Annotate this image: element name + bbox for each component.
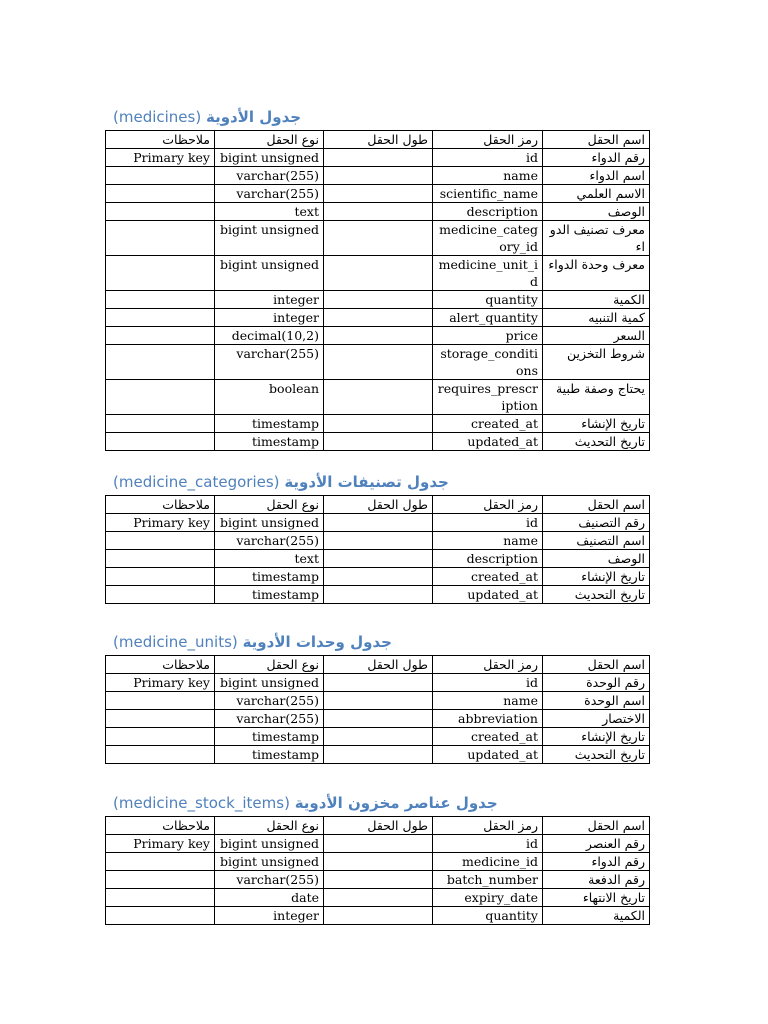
notes-cell — [106, 380, 215, 415]
column-header-field-type: نوع الحقل — [215, 131, 324, 149]
column-header-notes: ملاحظات — [106, 131, 215, 149]
column-header-field-name: اسم الحقل — [543, 496, 650, 514]
table-row — [106, 532, 650, 550]
table-row — [106, 692, 650, 710]
column-header-notes: ملاحظات — [106, 496, 215, 514]
table-row — [106, 345, 650, 380]
notes-cell — [106, 568, 215, 586]
field-length-cell — [324, 710, 433, 728]
field-type-cell: timestamp — [215, 728, 324, 746]
field-name-cell: رقم الدفعة — [543, 871, 650, 889]
column-header-field-code: رمز الحقل — [433, 131, 543, 149]
notes-cell: Primary key — [106, 835, 215, 853]
field-length-cell — [324, 309, 433, 327]
field-type-cell: bigint unsigned — [215, 221, 324, 256]
field-length-cell — [324, 586, 433, 604]
field-name-cell: تاريخ التحديث — [543, 746, 650, 764]
field-type-cell: varchar(255) — [215, 345, 324, 380]
field-type-cell: bigint unsigned — [215, 149, 324, 167]
field-name-cell: شروط التخزين — [543, 345, 650, 380]
field-length-cell — [324, 327, 433, 345]
column-header-field-length: طول الحقل — [324, 131, 433, 149]
notes-cell — [106, 345, 215, 380]
field-name-cell: معرف تصنيف الدواء — [543, 221, 650, 256]
field-name-cell: تاريخ التحديث — [543, 586, 650, 604]
field-name-cell: الوصف — [543, 203, 650, 221]
field-type-cell: text — [215, 550, 324, 568]
table-row — [106, 514, 650, 532]
field-name-cell: رقم العنصر — [543, 835, 650, 853]
section-title — [105, 792, 649, 814]
field-length-cell — [324, 291, 433, 309]
table-row — [106, 871, 650, 889]
column-header-notes: ملاحظات — [106, 817, 215, 835]
section-title-ar: جدول وحدات الأدوية — [242, 633, 392, 651]
field-name-cell: معرف وحدة الدواء — [543, 256, 650, 291]
field-code-cell: name — [433, 167, 543, 185]
table-row — [106, 746, 650, 764]
table-row — [106, 221, 650, 256]
section-title-ar: جدول الأدوية — [206, 108, 302, 126]
notes-cell: Primary key — [106, 674, 215, 692]
column-header-field-code: رمز الحقل — [433, 496, 543, 514]
field-name-cell: الوصف — [543, 550, 650, 568]
schema-table — [105, 655, 650, 764]
field-name-cell: اسم التصنيف — [543, 532, 650, 550]
field-length-cell — [324, 345, 433, 380]
table-row — [106, 586, 650, 604]
field-code-cell: name — [433, 532, 543, 550]
field-type-cell: bigint unsigned — [215, 853, 324, 871]
field-name-cell: الكمية — [543, 291, 650, 309]
field-length-cell — [324, 889, 433, 907]
field-name-cell: السعر — [543, 327, 650, 345]
field-name-cell: تاريخ الإنشاء — [543, 728, 650, 746]
field-type-cell: varchar(255) — [215, 532, 324, 550]
field-name-cell: تاريخ الإنشاء — [543, 568, 650, 586]
field-code-cell: storage_conditions — [433, 345, 543, 380]
section-title-en: (medicines) — [113, 108, 202, 126]
column-header-field-length: طول الحقل — [324, 817, 433, 835]
field-code-cell: description — [433, 550, 543, 568]
table-row — [106, 203, 650, 221]
field-code-cell: batch_number — [433, 871, 543, 889]
table-row — [106, 291, 650, 309]
notes-cell — [106, 728, 215, 746]
field-name-cell: الاختصار — [543, 710, 650, 728]
field-code-cell: created_at — [433, 415, 543, 433]
field-type-cell: integer — [215, 309, 324, 327]
notes-cell — [106, 692, 215, 710]
field-type-cell: varchar(255) — [215, 692, 324, 710]
table-section-medicine-stock-items — [105, 792, 649, 925]
field-length-cell — [324, 871, 433, 889]
notes-cell: Primary key — [106, 514, 215, 532]
field-code-cell: name — [433, 692, 543, 710]
field-code-cell: updated_at — [433, 433, 543, 451]
table-row — [106, 309, 650, 327]
table-row — [106, 185, 650, 203]
notes-cell — [106, 871, 215, 889]
field-length-cell — [324, 149, 433, 167]
field-type-cell: integer — [215, 291, 324, 309]
notes-cell — [106, 907, 215, 925]
table-row — [106, 433, 650, 451]
section-title-ar: جدول تصنيفات الأدوية — [284, 473, 449, 491]
section-title — [105, 106, 649, 128]
table-row — [106, 380, 650, 415]
notes-cell — [106, 309, 215, 327]
field-name-cell: اسم الوحدة — [543, 692, 650, 710]
section-title-ar: جدول عناصر مخزون الأدوية — [294, 794, 498, 812]
notes-cell — [106, 889, 215, 907]
field-code-cell: medicine_category_id — [433, 221, 543, 256]
notes-cell — [106, 532, 215, 550]
field-code-cell: medicine_id — [433, 853, 543, 871]
table-row — [106, 256, 650, 291]
column-header-field-name: اسم الحقل — [543, 131, 650, 149]
field-type-cell: varchar(255) — [215, 710, 324, 728]
field-type-cell: varchar(255) — [215, 167, 324, 185]
notes-cell — [106, 221, 215, 256]
table-row — [106, 550, 650, 568]
column-header-field-length: طول الحقل — [324, 656, 433, 674]
field-code-cell: updated_at — [433, 746, 543, 764]
notes-cell — [106, 853, 215, 871]
schema-table — [105, 816, 650, 925]
notes-cell: Primary key — [106, 149, 215, 167]
table-section-medicine-units — [105, 631, 649, 764]
table-section-medicines — [105, 106, 649, 451]
field-type-cell: timestamp — [215, 746, 324, 764]
field-name-cell: يحتاج وصفة طبية — [543, 380, 650, 415]
field-type-cell: timestamp — [215, 415, 324, 433]
field-name-cell: رقم الدواء — [543, 149, 650, 167]
notes-cell — [106, 710, 215, 728]
table-row — [106, 167, 650, 185]
field-code-cell: medicine_unit_id — [433, 256, 543, 291]
field-length-cell — [324, 568, 433, 586]
field-length-cell — [324, 185, 433, 203]
section-title — [105, 631, 649, 653]
notes-cell — [106, 415, 215, 433]
section-title — [105, 471, 649, 493]
table-row — [106, 415, 650, 433]
notes-cell — [106, 203, 215, 221]
field-name-cell: رقم الوحدة — [543, 674, 650, 692]
table-row — [106, 568, 650, 586]
field-type-cell: text — [215, 203, 324, 221]
field-type-cell: varchar(255) — [215, 871, 324, 889]
field-name-cell: الاسم العلمي — [543, 185, 650, 203]
field-type-cell: date — [215, 889, 324, 907]
field-type-cell: decimal(10,2) — [215, 327, 324, 345]
table-row — [106, 728, 650, 746]
field-code-cell: updated_at — [433, 586, 543, 604]
field-name-cell: الكمية — [543, 907, 650, 925]
field-type-cell: timestamp — [215, 568, 324, 586]
notes-cell — [106, 746, 215, 764]
field-length-cell — [324, 907, 433, 925]
table-row — [106, 907, 650, 925]
table-row — [106, 853, 650, 871]
section-title-en: (medicine_units) — [113, 633, 238, 651]
field-code-cell: expiry_date — [433, 889, 543, 907]
column-header-field-code: رمز الحقل — [433, 817, 543, 835]
field-code-cell: created_at — [433, 728, 543, 746]
field-code-cell: id — [433, 835, 543, 853]
field-name-cell: تاريخ الانتهاء — [543, 889, 650, 907]
field-length-cell — [324, 203, 433, 221]
field-code-cell: quantity — [433, 907, 543, 925]
section-title-en: (medicine_stock_items) — [113, 794, 290, 812]
field-type-cell: bigint unsigned — [215, 835, 324, 853]
field-type-cell: bigint unsigned — [215, 674, 324, 692]
field-name-cell: رقم الدواء — [543, 853, 650, 871]
table-section-medicine-categories — [105, 471, 649, 604]
column-header-field-length: طول الحقل — [324, 496, 433, 514]
field-code-cell: quantity — [433, 291, 543, 309]
field-length-cell — [324, 380, 433, 415]
field-length-cell — [324, 433, 433, 451]
column-header-field-name: اسم الحقل — [543, 656, 650, 674]
schema-table — [105, 130, 650, 451]
field-type-cell: timestamp — [215, 433, 324, 451]
field-name-cell: تاريخ الإنشاء — [543, 415, 650, 433]
field-length-cell — [324, 835, 433, 853]
field-name-cell: كمية التنبيه — [543, 309, 650, 327]
column-header-notes: ملاحظات — [106, 656, 215, 674]
table-row — [106, 327, 650, 345]
field-length-cell — [324, 728, 433, 746]
field-length-cell — [324, 415, 433, 433]
field-type-cell: varchar(255) — [215, 185, 324, 203]
table-row — [106, 835, 650, 853]
table-row — [106, 149, 650, 167]
notes-cell — [106, 327, 215, 345]
field-length-cell — [324, 514, 433, 532]
table-header-row — [106, 496, 650, 514]
table-header-row — [106, 817, 650, 835]
column-header-field-type: نوع الحقل — [215, 496, 324, 514]
field-type-cell: integer — [215, 907, 324, 925]
notes-cell — [106, 291, 215, 309]
notes-cell — [106, 256, 215, 291]
notes-cell — [106, 185, 215, 203]
field-length-cell — [324, 550, 433, 568]
column-header-field-type: نوع الحقل — [215, 817, 324, 835]
field-length-cell — [324, 853, 433, 871]
table-row — [106, 674, 650, 692]
notes-cell — [106, 433, 215, 451]
field-type-cell: bigint unsigned — [215, 256, 324, 291]
field-code-cell: id — [433, 149, 543, 167]
section-title-en: (medicine_categories) — [113, 473, 280, 491]
field-name-cell: اسم الدواء — [543, 167, 650, 185]
notes-cell — [106, 167, 215, 185]
field-length-cell — [324, 256, 433, 291]
field-length-cell — [324, 167, 433, 185]
field-code-cell: alert_quantity — [433, 309, 543, 327]
schema-table — [105, 495, 650, 604]
column-header-field-type: نوع الحقل — [215, 656, 324, 674]
field-code-cell: id — [433, 674, 543, 692]
field-code-cell: price — [433, 327, 543, 345]
table-row — [106, 710, 650, 728]
field-length-cell — [324, 746, 433, 764]
table-header-row — [106, 656, 650, 674]
column-header-field-code: رمز الحقل — [433, 656, 543, 674]
field-name-cell: رقم التصنيف — [543, 514, 650, 532]
field-name-cell: تاريخ التحديث — [543, 433, 650, 451]
notes-cell — [106, 586, 215, 604]
table-row — [106, 889, 650, 907]
field-length-cell — [324, 674, 433, 692]
field-code-cell: abbreviation — [433, 710, 543, 728]
field-code-cell: id — [433, 514, 543, 532]
table-header-row — [106, 131, 650, 149]
field-code-cell: scientific_name — [433, 185, 543, 203]
field-code-cell: description — [433, 203, 543, 221]
field-length-cell — [324, 692, 433, 710]
column-header-field-name: اسم الحقل — [543, 817, 650, 835]
field-type-cell: timestamp — [215, 586, 324, 604]
field-code-cell: requires_prescription — [433, 380, 543, 415]
field-type-cell: bigint unsigned — [215, 514, 324, 532]
field-type-cell: boolean — [215, 380, 324, 415]
notes-cell — [106, 550, 215, 568]
field-length-cell — [324, 221, 433, 256]
field-length-cell — [324, 532, 433, 550]
field-code-cell: created_at — [433, 568, 543, 586]
